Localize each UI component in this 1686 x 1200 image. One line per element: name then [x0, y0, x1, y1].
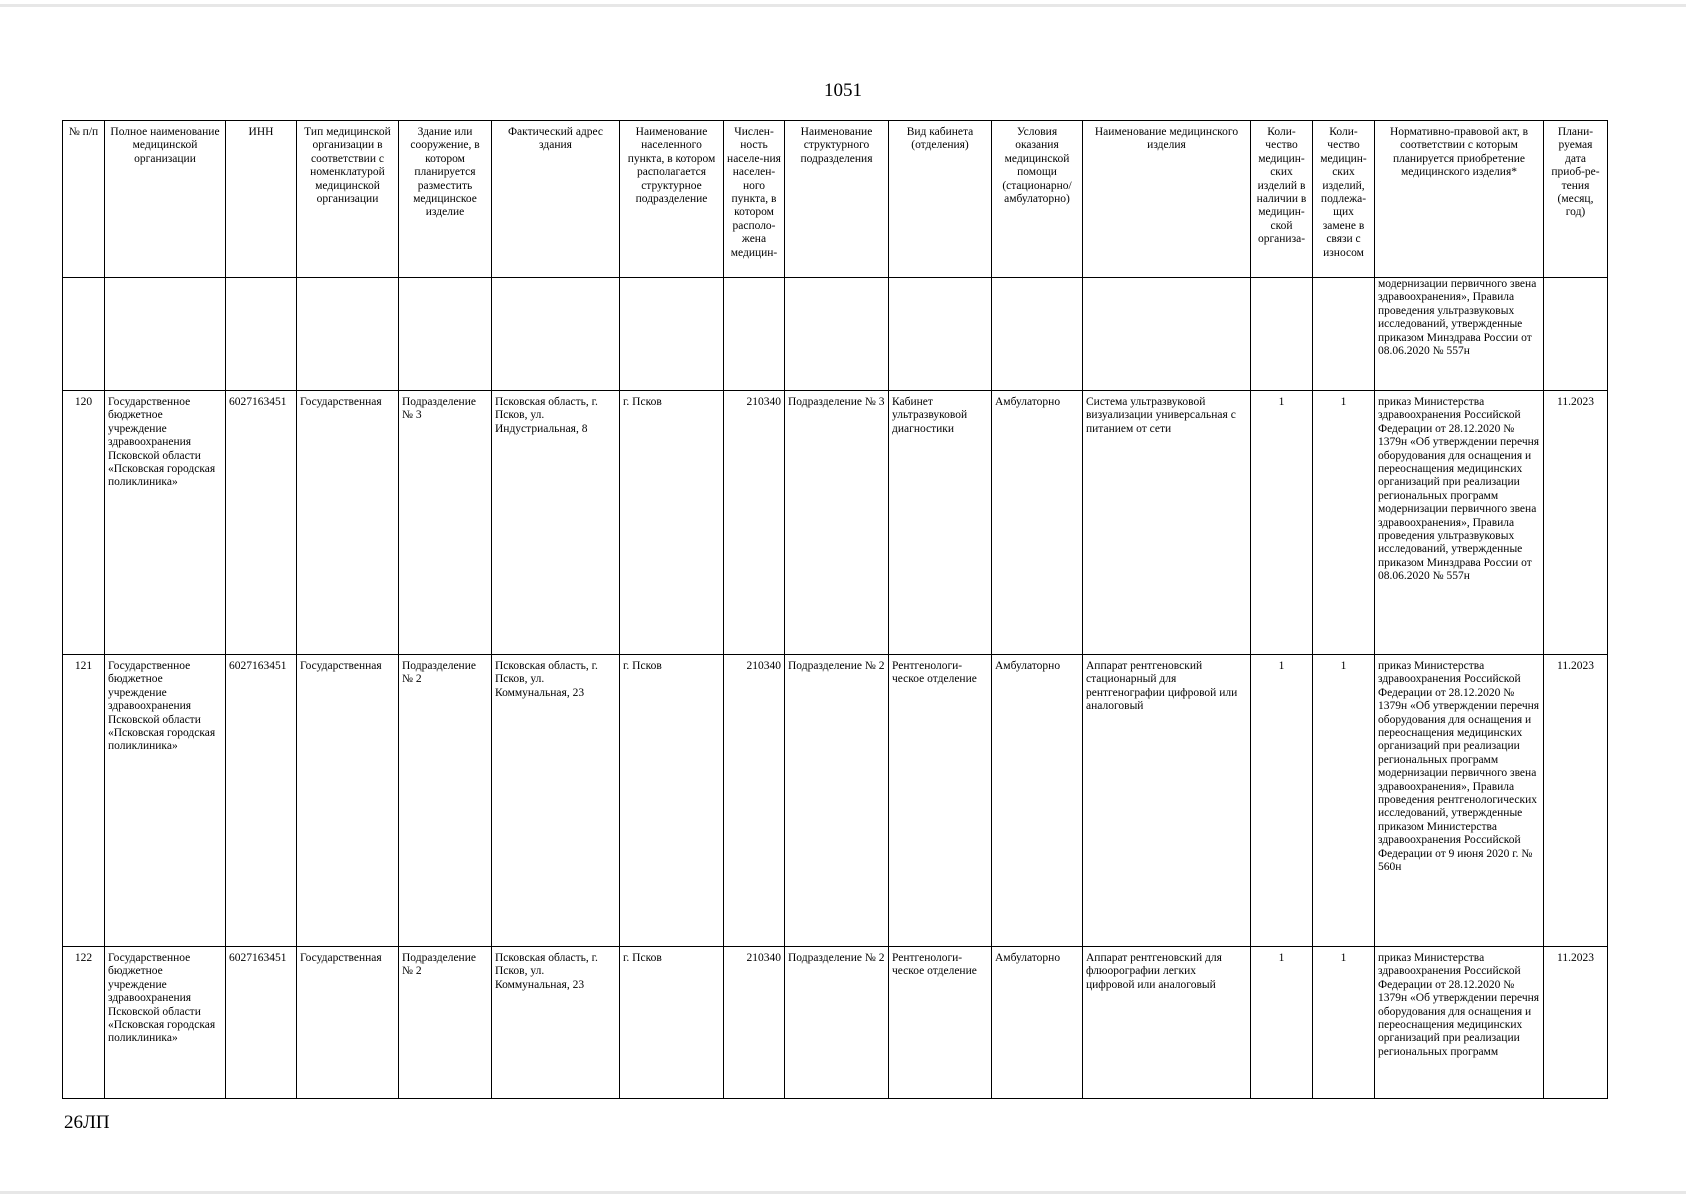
header-date: Плани-руемая дата приоб-ре-тения (месяц, год): [1544, 121, 1608, 278]
cell-type: Государственная: [297, 391, 399, 655]
cell-legal-act: приказ Министерства здравоохранения Российской Федерации от 28.12.2020 № 1379н «Об утверждении перечня оборудования для оснащения и переоснащения медицинских организаций при реализации региональных программ модернизации первичного звена здравоохранения», Правила проведения ультразвуковых исследований, утвержденные приказом Минздрава России от 08.06.2020 № 557н: [1375, 391, 1544, 655]
cell-qty-available: 1: [1251, 391, 1313, 655]
cell-conditions: Амбулаторно: [992, 391, 1083, 655]
table-row: [63, 655, 1608, 947]
table-row: [63, 391, 1608, 655]
header-num: № п/п: [63, 121, 105, 278]
header-population: Числен-ность населе-ния населен-ного пункта, в котором располо-жена медицин-: [724, 121, 785, 278]
cell-inn: 6027163451: [226, 391, 297, 655]
cell-type: Государственная: [297, 947, 399, 1099]
cell-org: Государственное бюджетное учреждение здравоохранения Псковской области «Псковская городская поликлиника»: [105, 655, 226, 947]
cell-org: Государственное бюджетное учреждение здравоохранения Псковской области «Псковская городская поликлиника»: [105, 947, 226, 1099]
header-org: Полное наименование медицинской организации: [105, 121, 226, 278]
cell-num: 120: [63, 391, 105, 655]
cell-population: 210340: [724, 947, 785, 1099]
cell-population: 210340: [724, 391, 785, 655]
cell-unit: Подразделение № 3: [785, 391, 889, 655]
cell-device: Аппарат рентгеновский стационарный для рентгенографии цифровой или аналоговый: [1083, 655, 1251, 947]
cell-device: Аппарат рентгеновский для флюорографии легких цифровой или аналоговый: [1083, 947, 1251, 1099]
cell-conditions: Амбулаторно: [992, 947, 1083, 1099]
cell-unit: Подразделение № 2: [785, 947, 889, 1099]
header-unit: Наименование структурного подразделения: [785, 121, 889, 278]
cell-building: Подразделение № 3: [399, 391, 492, 655]
header-row: [63, 121, 1608, 278]
cell-device: Система ультразвуковой визуализации универсальная с питанием от сети: [1083, 391, 1251, 655]
cell-locality: г. Псков: [620, 655, 724, 947]
cell-locality: г. Псков: [620, 391, 724, 655]
medical-equipment-table: [62, 120, 1608, 1099]
cell-date: 11.2023: [1544, 655, 1608, 947]
cell-conditions: Амбулаторно: [992, 655, 1083, 947]
header-cabinet: Вид кабинета (отделения): [889, 121, 992, 278]
header-device: Наименование медицинского изделия: [1083, 121, 1251, 278]
cell-qty-available: 1: [1251, 947, 1313, 1099]
cell-building: Подразделение № 2: [399, 655, 492, 947]
cell-population: 210340: [724, 655, 785, 947]
cell-legal-act: приказ Министерства здравоохранения Российской Федерации от 28.12.2020 № 1379н «Об утверждении перечня оборудования для оснащения и переоснащения медицинских организаций при реализации региональных программ: [1375, 947, 1544, 1099]
table-row-continuation: [63, 278, 1608, 391]
scan-artifact-top: [0, 4, 1686, 7]
header-qty-replace: Коли-чество медицин-ских изделий, подлежа-щих замене в связи с износом: [1313, 121, 1375, 278]
cell-org: Государственное бюджетное учреждение здравоохранения Псковской области «Псковская городская поликлиника»: [105, 391, 226, 655]
cell-legal-act: приказ Министерства здравоохранения Российской Федерации от 28.12.2020 № 1379н «Об утверждении перечня оборудования для оснащения и переоснащения медицинских организаций при реализации региональных программ модернизации первичного звена здравоохранения», Правила проведения рентгенологических исследований, утвержденные приказом Министерства здравоохранения Российской Федерации от 9 июня 2020 г. № 560н: [1375, 655, 1544, 947]
page-number: 1051: [824, 80, 862, 101]
cell-address: Псковская область, г. Псков, ул. Коммунальная, 23: [492, 947, 620, 1099]
cell-qty-available: 1: [1251, 655, 1313, 947]
cell-building: Подразделение № 2: [399, 947, 492, 1099]
continuation-legal-act: модернизации первичного звена здравоохранения», Правила проведения ультразвуковых исследований, утвержденные приказом Минздрава России от 08.06.2020 № 557н: [1375, 278, 1544, 391]
scan-artifact-bottom: [0, 1191, 1686, 1194]
header-type: Тип медицинской организации в соответствии с номенклатурой медицинской организации: [297, 121, 399, 278]
cell-locality: г. Псков: [620, 947, 724, 1099]
cell-cabinet: Рентгенологи-ческое отделение: [889, 947, 992, 1099]
cell-type: Государственная: [297, 655, 399, 947]
cell-inn: 6027163451: [226, 655, 297, 947]
cell-qty-replace: 1: [1313, 947, 1375, 1099]
header-qty-available: Коли-чество медицин-ских изделий в наличии в медицин-ской организа-: [1251, 121, 1313, 278]
cell-cabinet: Рентгенологи-ческое отделение: [889, 655, 992, 947]
cell-qty-replace: 1: [1313, 655, 1375, 947]
cell-date: 11.2023: [1544, 391, 1608, 655]
header-legal-act: Нормативно-правовой акт, в соответствии с которым планируется приобретение медицинского изделия*: [1375, 121, 1544, 278]
cell-qty-replace: 1: [1313, 391, 1375, 655]
cell-cabinet: Кабинет ультразвуковой диагностики: [889, 391, 992, 655]
cell-address: Псковская область, г. Псков, ул. Коммунальная, 23: [492, 655, 620, 947]
header-inn: ИНН: [226, 121, 297, 278]
cell-num: 121: [63, 655, 105, 947]
cell-unit: Подразделение № 2: [785, 655, 889, 947]
header-building: Здание или сооружение, в котором планируется разместить медицинское изделие: [399, 121, 492, 278]
header-conditions: Условия оказания медицинской помощи (стационарно/ амбулаторно): [992, 121, 1083, 278]
header-address: Фактический адрес здания: [492, 121, 620, 278]
cell-num: 122: [63, 947, 105, 1099]
table-row: [63, 947, 1608, 1099]
cell-address: Псковская область, г. Псков, ул. Индустриальная, 8: [492, 391, 620, 655]
footer-code: 26ЛП: [64, 1112, 110, 1133]
cell-inn: 6027163451: [226, 947, 297, 1099]
header-locality: Наименование населенного пункта, в котором располагается структурное подразделение: [620, 121, 724, 278]
cell-date: 11.2023: [1544, 947, 1608, 1099]
